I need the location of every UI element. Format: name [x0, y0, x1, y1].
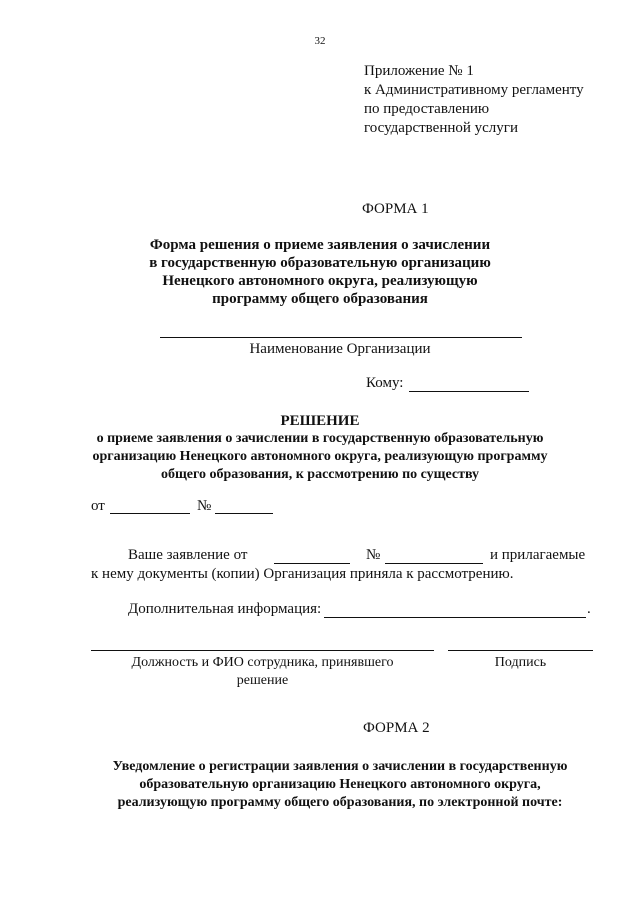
- decision-subtitle-line: общего образования, к рассмотрению по существу: [160, 467, 480, 482]
- additional-info-line: [324, 617, 586, 618]
- page-number: 32: [314, 35, 326, 47]
- signature-caption: Подпись: [494, 655, 547, 670]
- application-text-line2: к нему документы (копии) Организация приняла к рассмотрению.: [91, 566, 514, 582]
- organization-name-line: [160, 337, 522, 338]
- form1-title-line: Ненецкого автономного округа, реализующую: [162, 273, 478, 289]
- form1-title: [0, 236, 640, 308]
- decision-subtitle-line: организацию Ненецкого автономного округа, реализующую программу: [92, 449, 548, 464]
- decision-date-line: [110, 513, 190, 514]
- decision-date-label: от: [91, 498, 105, 514]
- appendix-line: государственной услуги: [364, 120, 518, 136]
- appendix-note: [364, 62, 584, 138]
- application-number-line: [385, 563, 483, 564]
- form1-title-line: Форма решения о приеме заявления о зачислении: [149, 237, 491, 253]
- position-caption-line: Должность и ФИО сотрудника, принявшего: [131, 655, 394, 670]
- form2-label: ФОРМА 2: [363, 720, 430, 736]
- decision-heading: РЕШЕНИЕ: [280, 413, 360, 429]
- application-text-start: Ваше заявление от: [128, 547, 248, 563]
- additional-info-end: .: [587, 601, 591, 617]
- recipient-line: [409, 391, 529, 392]
- form2-title-line: реализующую программу общего образования, по электронной почте:: [117, 795, 563, 810]
- application-date-line: [274, 563, 350, 564]
- form1-title-line: программу общего образования: [212, 291, 428, 307]
- form2-title: [0, 758, 640, 812]
- additional-info-label: Дополнительная информация:: [128, 601, 322, 617]
- organization-name-caption: Наименование Организации: [249, 341, 431, 357]
- recipient-label: Кому:: [366, 375, 404, 391]
- form2-title-line: Уведомление о регистрации заявления о зачислении в государственную: [112, 759, 568, 774]
- signature-line: [448, 650, 593, 651]
- form1-label: ФОРМА 1: [362, 201, 429, 217]
- appendix-line: Приложение № 1: [364, 63, 474, 79]
- form1-title-line: в государственную образовательную организацию: [149, 255, 491, 271]
- decision-subtitle-line: о приеме заявления о зачислении в государственную образовательную: [96, 431, 544, 446]
- decision-number-line: [215, 513, 273, 514]
- position-caption: [91, 654, 434, 690]
- application-text-end: и прилагаемые: [490, 547, 586, 563]
- position-caption-line: решение: [236, 673, 289, 688]
- decision-number-sign: №: [197, 498, 212, 514]
- appendix-line: к Административному регламенту: [364, 82, 584, 98]
- application-number-sign: №: [366, 547, 381, 563]
- appendix-line: по предоставлению: [364, 101, 490, 117]
- decision-subtitle: [0, 430, 640, 484]
- form2-title-line: образовательную организацию Ненецкого автономного округа,: [139, 777, 541, 792]
- position-line: [91, 650, 434, 651]
